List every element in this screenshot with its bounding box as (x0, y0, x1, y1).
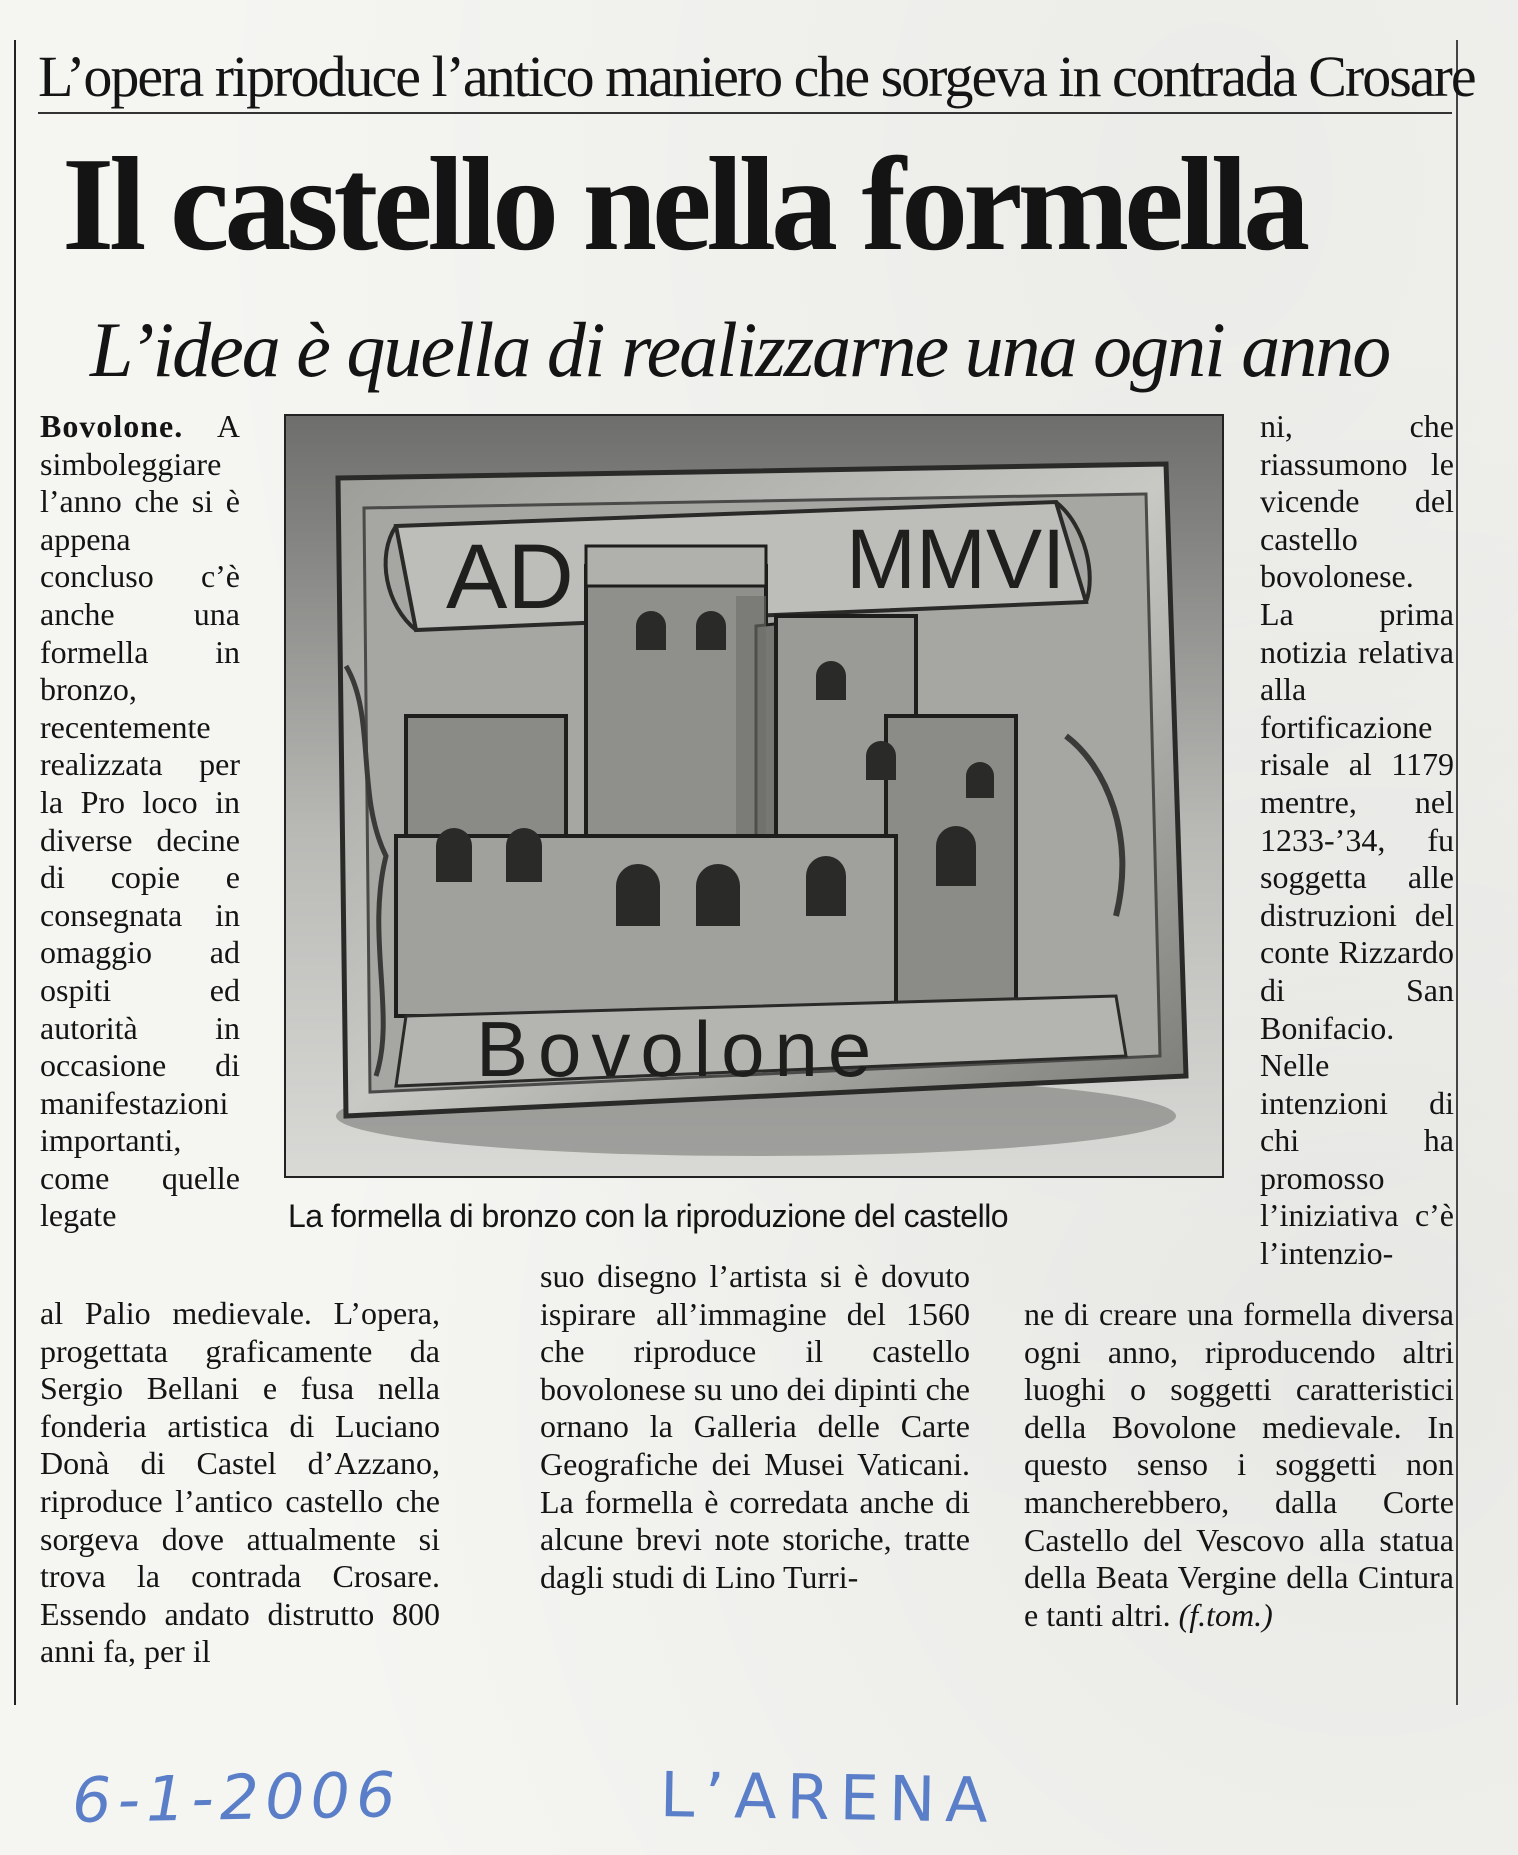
body-column-3 (540, 1258, 970, 1596)
bronze-plaque-illustration (286, 416, 1222, 1176)
body-text-right: ni, che riassumono le vicende del castello bovolonese. La prima notizia relativa alla fortificazione risale al 1179 mentre, nel 1233-’34, fu soggetta alle distruzioni del conte Rizzardo di San Bonifacio. Nelle intenzioni di chi ha promosso l’iniziativa c’è l’intenzio- (1260, 408, 1454, 1272)
column-rule-left (14, 40, 16, 1705)
plaque-banner-right: MMVI (846, 512, 1066, 606)
subtitle: L’idea è quella di realizzarne una ogni anno (90, 306, 1390, 393)
dateline: Bovolone. (40, 408, 184, 444)
photo-caption: La formella di bronzo con la riproduzione del castello (288, 1198, 1009, 1234)
body-text-3: suo disegno l’artista si è dovuto ispirare all’immagine del 1560 che riproduce il castello bovolonese su uno dei dipinti che ornano la Galleria delle Carte Geografiche dei Musei Vaticani. La formella è corredata anche di alcune brevi note storiche, tratte dagli studi di Lino Turri- (540, 1258, 970, 1595)
handwritten-date: 6-1-2006 (71, 1758, 403, 1837)
handwritten-newspaper-name: L’ARENA (659, 1758, 999, 1837)
column-rule-right (1456, 40, 1458, 1705)
plaque-banner-left: AD (446, 526, 574, 628)
body-column-1 (40, 408, 240, 1235)
headline: Il castello nella formella (62, 130, 1306, 278)
bronze-plaque-photo (284, 414, 1224, 1178)
body-column-right (1260, 408, 1454, 1273)
kicker-divider (38, 112, 1452, 114)
plaque-town-name: Bovolone (476, 1005, 882, 1093)
author-signature: (f.tom.) (1178, 1596, 1273, 1633)
body-text-2: al Palio medievale. L’opera, progettata graficamente da Sergio Bellani e fusa nella fonderia artistica di Luciano Donà di Castel d’Azzano, riproduce l’antico castello che sorgeva dove attualmente si trova la contrada Crosare. Essendo andato distrutto 800 anni fa, per il (40, 1295, 440, 1670)
body-text-4: ne di creare una formella diversa ogni anno, riproducendo altri luoghi o soggetti caratteristici della Bovolone medievale. In questo senso i soggetti non mancherebbero, dalla Corte Castello del Vescovo alla statua della Beata Vergine della Cintura e tanti altri. (1024, 1296, 1454, 1633)
kicker-line: L’opera riproduce l’antico maniero che sorgeva in contrada Crosare (38, 44, 1475, 109)
body-column-2 (40, 1295, 440, 1671)
body-text-1: A simboleggiare l’anno che si è appena concluso c’è anche una formella in bronzo, recentemente realizzata per la Pro loco in diverse decine di copie e consegnata in omaggio ad ospiti ed autorità in occasione di manifestazioni importanti, come quelle legate (40, 408, 240, 1234)
body-column-4 (1024, 1296, 1454, 1634)
